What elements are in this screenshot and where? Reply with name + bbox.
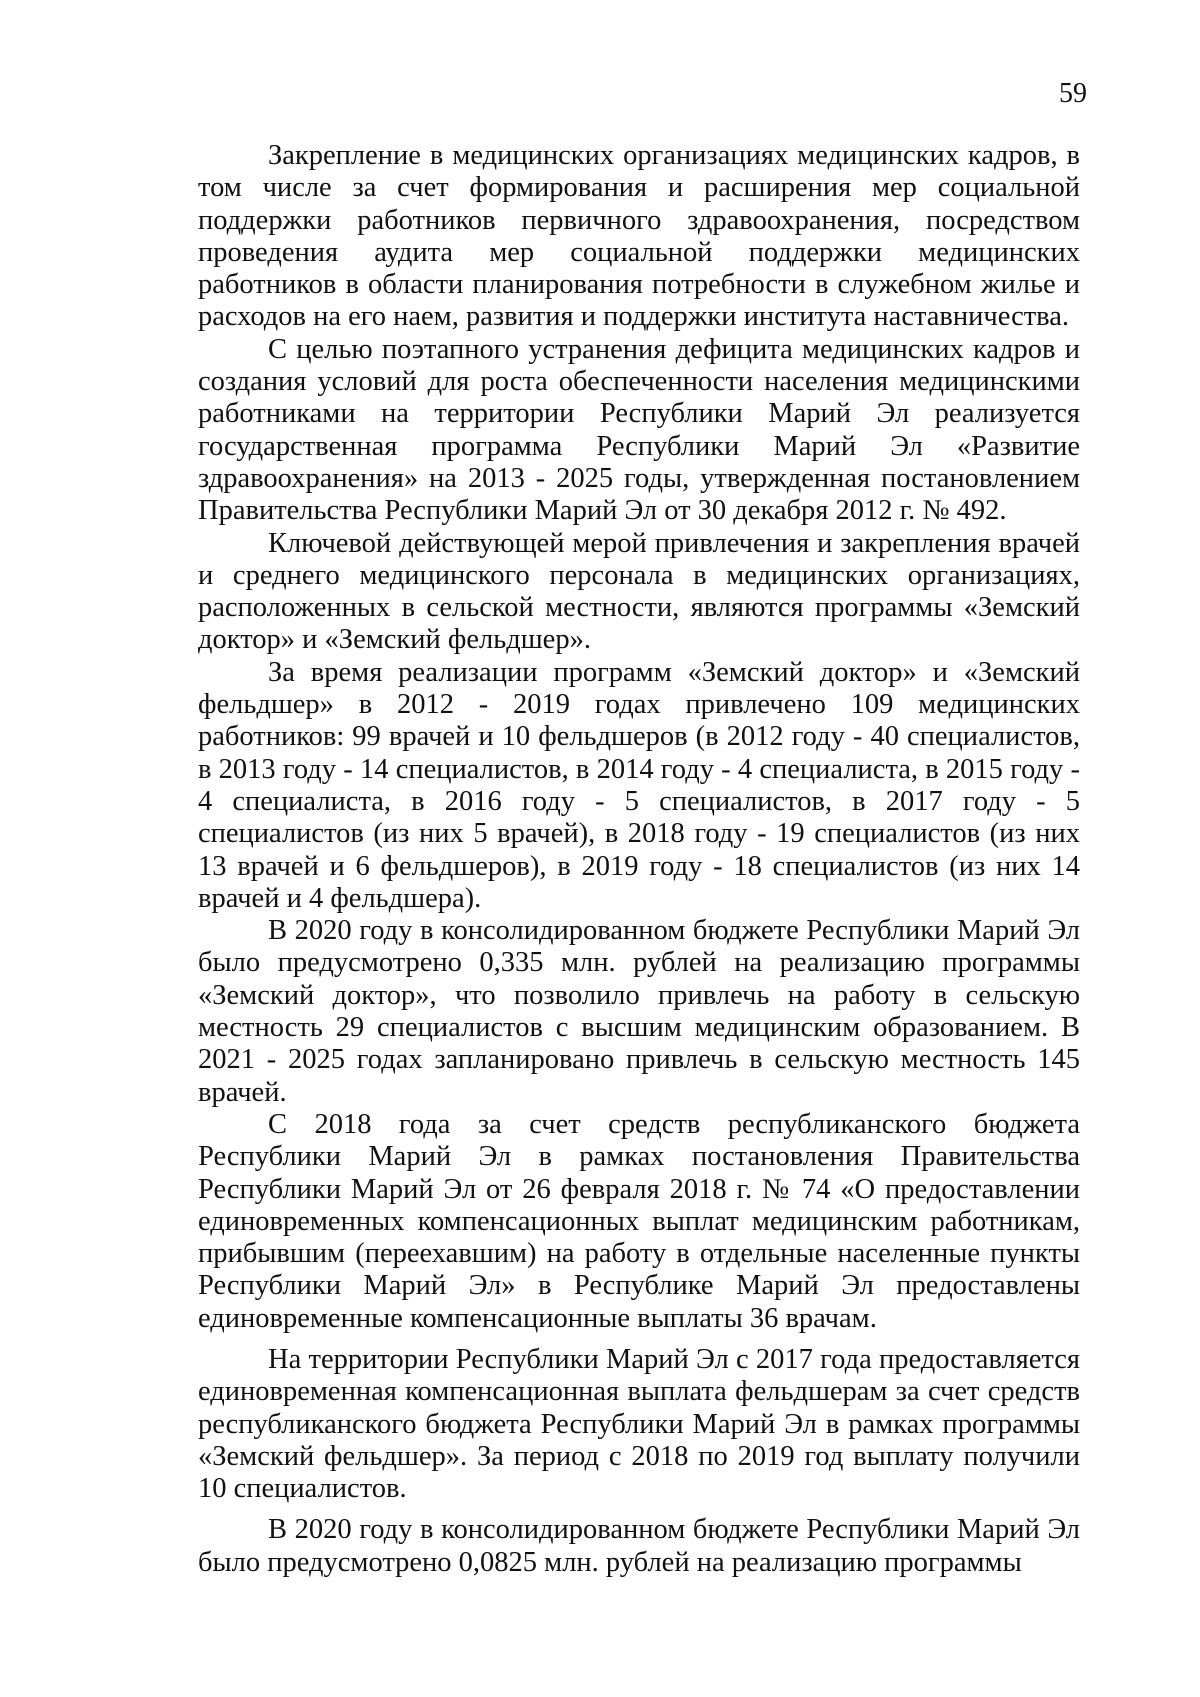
paragraph-key-measures: Ключевой действующей мерой привлечения и закрепления врачей и среднего медицинского персонала в медицинских организациях, расположенных в сельской местности, являются программы «Земский доктор» и «Земский фельдшер». [198,527,1080,656]
paragraph-zemsky-feldsher: На территории Республики Марий Эл с 2017 года предоставляется единовременная компенсационная выплата фельдшерам за счет средств республиканского бюджета Республики Марий Эл в рамках программы «Земский фельдшер». За период с 2018 по 2019 год выплату получили 10 специалистов. [198,1343,1080,1505]
paragraph-program-results: За время реализации программ «Земский доктор» и «Земский фельдшер» в 2012 - 2019 годах привлечено 109 медицинских работников: 99 врачей и 10 фельдшеров (в 2012 году - 40 специалистов, в 2013 году - 14 специалистов, в 2014 году - 4 специалиста, в 2015 году - 4 специалиста, в 2016 году - 5 специалистов, в 2017 году - 5 специалистов (из них 5 врачей), в 2018 году - 19 специалистов (из них 13 врачей и 6 фельдшеров), в 2019 году - 18 специалистов (из них 14 врачей и 4 фельдшера). [198,656,1080,914]
paragraph-state-program: С целью поэтапного устранения дефицита медицинских кадров и создания условий для роста обеспеченности населения медицинскими работниками на территории Республики Марий Эл реализуется государственная программа Республики Марий Эл «Развитие здравоохранения» на 2013 - 2025 годы, утвержденная постановлением Правительства Республики Марий Эл от 30 декабря 2012 г. № 492. [198,333,1080,527]
page-number: 59 [1059,78,1087,109]
document-body [198,140,1080,1579]
paragraph-staff-retention: Закрепление в медицинских организациях медицинских кадров, в том числе за счет формирования и расширения мер социальной поддержки работников первичного здравоохранения, посредством проведения аудита мер социальной поддержки медицинских работников в области планирования потребности в служебном жилье и расходов на его наем, развития и поддержки института наставничества. [198,140,1080,333]
paragraph-feldsher-budget: В 2020 году в консолидированном бюджете Республики Марий Эл было предусмотрено 0,0825 млн. рублей на реализацию программы [198,1514,1080,1578]
paragraph-compensation-payments: С 2018 года за счет средств республиканского бюджета Республики Марий Эл в рамках постановления Правительства Республики Марий Эл от 26 февраля 2018 г. № 74 «О предоставлении единовременных компенсационных выплат медицинским работникам, прибывшим (переехавшим) на работу в отдельные населенные пункты Республики Марий Эл» в Республике Марий Эл предоставлены единовременные компенсационные выплаты 36 врачам. [198,1108,1080,1334]
paragraph-zemsky-doctor-budget: В 2020 году в консолидированном бюджете Республики Марий Эл было предусмотрено 0,335 млн. рублей на реализацию программы «Земский доктор», что позволило привлечь на работу в сельскую местность 29 специалистов с высшим медицинским образованием. В 2021 - 2025 годах запланировано привлечь в сельскую местность 145 врачей. [198,915,1080,1108]
